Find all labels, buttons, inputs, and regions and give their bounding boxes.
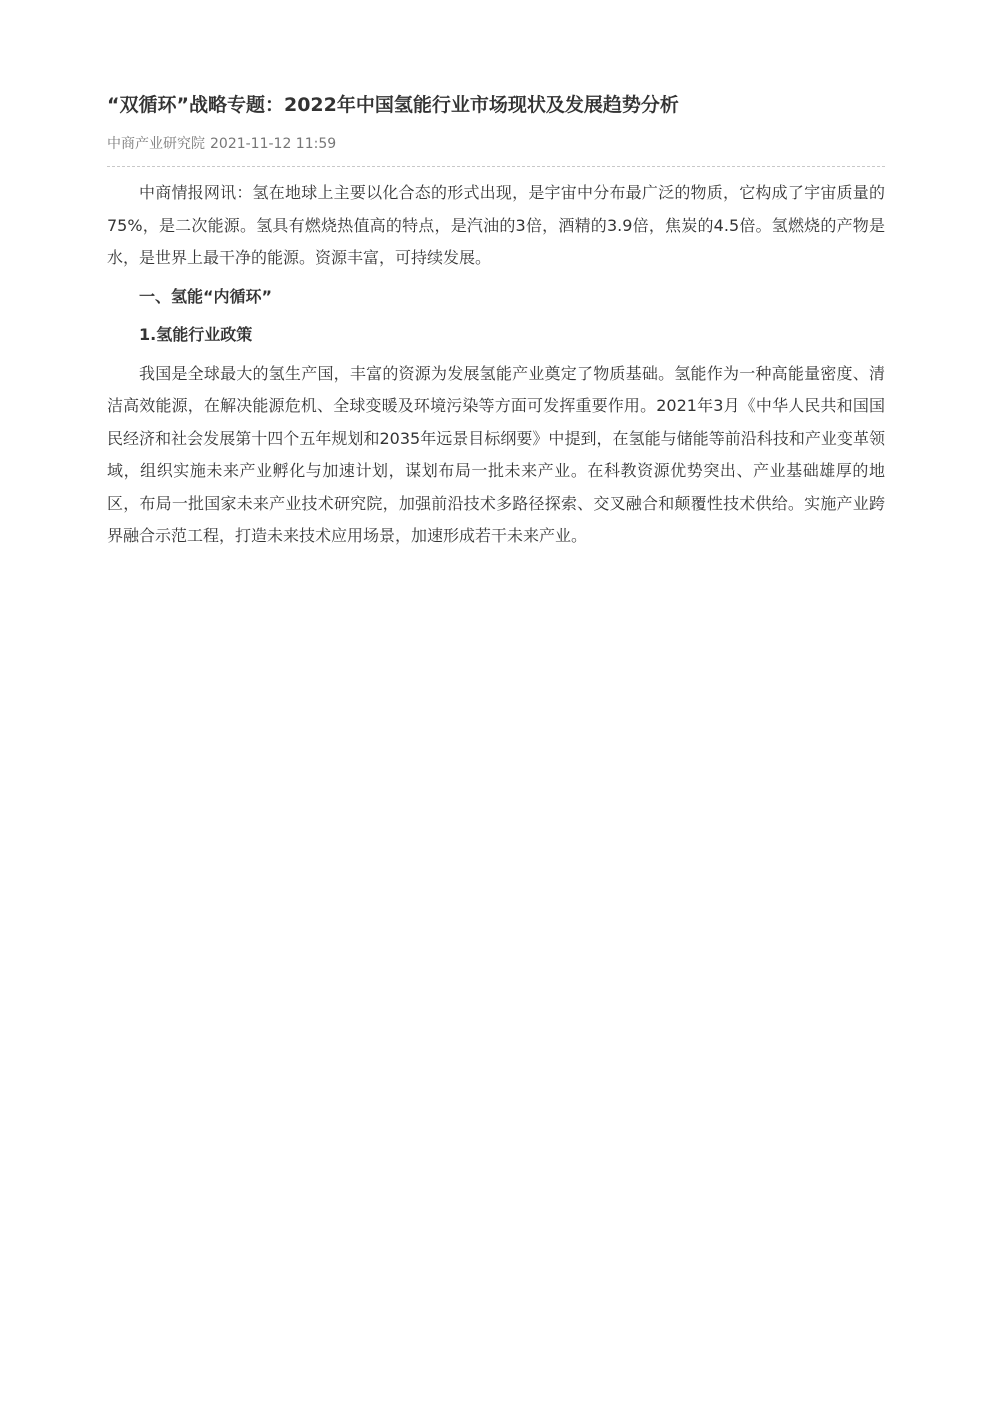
policy-paragraph: 我国是全球最大的氢生产国，丰富的资源为发展氢能产业奠定了物质基础。氢能作为一种高能量密度、清洁高效能源，在解决能源危机、全球变暖及环境污染等方面可发挥重要作用。2021年3月《中华人民共和国国民经济和社会发展第十四个五年规划和2035年远景目标纲要》中提到，在氢能与储能等前沿科技和产业变革领域，组织实施未来产业孵化与加速计划，谋划布局一批未来产业。在科教资源优势突出、产业基础雄厚的地区，布局一批国家未来产业技术研究院，加强前沿技术多路径探索、交叉融合和颠覆性技术供给。实施产业跨界融合示范工程，打造未来技术应用场景，加速形成若干未来产业。: [107, 363, 885, 545]
meta-divider: [107, 166, 885, 167]
article-meta: [107, 134, 885, 154]
article: [107, 90, 885, 553]
article-title: “双循环”战略专题：2022年中国氢能行业市场现状及发展趋势分析: [107, 94, 679, 116]
article-datetime: 2021-11-12 11:59: [210, 136, 337, 152]
intro-paragraph: 中商情报网讯：氢在地球上主要以化合态的形式出现，是宇宙中分布最广泛的物质，它构成了宇宙质量的75%，是二次能源。氢具有燃烧热值高的特点，是汽油的3倍，酒精的3.9倍，焦炭的4.5倍。氢燃烧的产物是水，是世界上最干净的能源。资源丰富，可持续发展。: [107, 183, 885, 267]
article-source: 中商产业研究院: [107, 136, 205, 152]
subsection-heading: 1.氢能行业政策: [139, 325, 253, 344]
article-body: [107, 177, 885, 553]
section-heading: 一、氢能“内循环”: [139, 286, 273, 306]
